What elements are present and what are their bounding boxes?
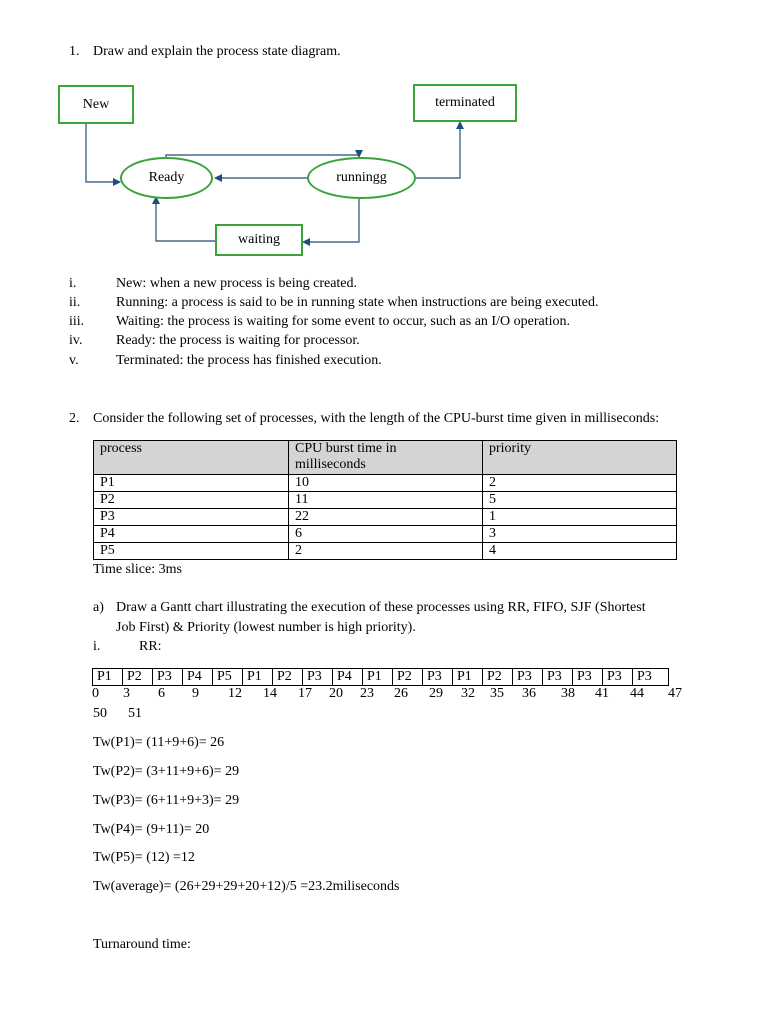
gantt-time-label: 12 <box>228 686 242 701</box>
gantt-cell: P1 <box>243 669 273 686</box>
gantt-cell: P1 <box>93 669 123 686</box>
table-row <box>94 492 677 509</box>
gantt-time-label: 35 <box>490 686 504 701</box>
gantt-time-label: 41 <box>595 686 609 701</box>
cell-priority: 5 <box>483 492 677 509</box>
gantt-time-label: 26 <box>394 686 408 701</box>
list-item-num: i. <box>69 276 77 291</box>
cell-burst: 11 <box>289 492 483 509</box>
state-terminated: terminated <box>413 84 517 122</box>
gantt-cell: P1 <box>363 669 393 686</box>
arrow-new-to-ready <box>86 123 120 182</box>
q2-text: Consider the following set of processes, with the length of the CPU-burst time given in milliseconds: <box>93 411 660 426</box>
header-process: process <box>94 441 289 475</box>
table-header-row <box>94 441 677 475</box>
rr-number: i. <box>93 639 101 654</box>
wait-p5: Tw(P5)= (12) =12 <box>93 850 195 865</box>
gantt-time-label: 9 <box>192 686 199 701</box>
gantt-cell: P4 <box>333 669 363 686</box>
state-waiting: waiting <box>215 224 303 256</box>
gantt-time-label: 23 <box>360 686 374 701</box>
cell-priority: 4 <box>483 543 677 560</box>
gantt-time-label: 29 <box>429 686 443 701</box>
gantt-cell: P3 <box>603 669 633 686</box>
wait-p2: Tw(P2)= (3+11+9+6)= 29 <box>93 764 240 779</box>
part-a-line2: Job First) & Priority (lowest number is high priority). <box>116 620 416 635</box>
gantt-cell: P3 <box>153 669 183 686</box>
cell-process: P3 <box>94 509 289 526</box>
gantt-cell: P3 <box>423 669 453 686</box>
table-row <box>94 475 677 492</box>
cell-priority: 3 <box>483 526 677 543</box>
turnaround-heading: Turnaround time: <box>93 937 191 952</box>
gantt-time-label: 51 <box>128 706 142 721</box>
list-item-text: Terminated: the process has finished execution. <box>116 353 382 368</box>
gantt-row <box>93 669 669 686</box>
part-a-line1: Draw a Gantt chart illustrating the execution of these processes using RR, FIFO, SJF (Shortest <box>116 600 646 615</box>
gantt-time-label: 32 <box>461 686 475 701</box>
header-cpu-burst: CPU burst time in milliseconds <box>289 441 483 475</box>
cell-burst: 6 <box>289 526 483 543</box>
arrow-ready-to-running <box>166 155 359 157</box>
q1-number: 1. <box>69 44 80 59</box>
gantt-time-label: 36 <box>522 686 536 701</box>
gantt-cell: P5 <box>213 669 243 686</box>
q2-number: 2. <box>69 411 80 426</box>
gantt-cell: P3 <box>573 669 603 686</box>
gantt-cell: P1 <box>453 669 483 686</box>
wait-average: Tw(average)= (26+29+29+20+12)/5 =23.2miliseconds <box>93 879 400 894</box>
gantt-chart <box>92 668 669 686</box>
gantt-cell: P3 <box>543 669 573 686</box>
gantt-cell: P2 <box>273 669 303 686</box>
gantt-time-label: 17 <box>298 686 312 701</box>
cell-process: P5 <box>94 543 289 560</box>
gantt-cell: P3 <box>513 669 543 686</box>
list-item-text: Ready: the process is waiting for processor. <box>116 333 360 348</box>
state-running: runningg <box>307 157 416 199</box>
list-item-num: v. <box>69 353 79 368</box>
diagram-arrows <box>0 0 768 270</box>
list-item-text: New: when a new process is being created. <box>116 276 358 291</box>
cell-process: P1 <box>94 475 289 492</box>
cell-burst: 2 <box>289 543 483 560</box>
gantt-cell: P4 <box>183 669 213 686</box>
state-ready: Ready <box>120 157 213 199</box>
cell-burst: 22 <box>289 509 483 526</box>
q1-text: Draw and explain the process state diagram. <box>93 44 341 59</box>
cell-process: P4 <box>94 526 289 543</box>
gantt-time-label: 44 <box>630 686 644 701</box>
arrow-running-to-terminated <box>416 122 460 178</box>
cell-priority: 2 <box>483 475 677 492</box>
list-item-num: ii. <box>69 295 81 310</box>
gantt-time-label: 3 <box>123 686 130 701</box>
header-priority: priority <box>483 441 677 475</box>
table-row <box>94 509 677 526</box>
time-slice: Time slice: 3ms <box>93 562 182 577</box>
gantt-time-label: 50 <box>93 706 107 721</box>
gantt-time-label: 6 <box>158 686 165 701</box>
gantt-time-label: 14 <box>263 686 277 701</box>
wait-p3: Tw(P3)= (6+11+9+3)= 29 <box>93 793 240 808</box>
state-new: New <box>58 85 134 124</box>
gantt-cell: P2 <box>483 669 513 686</box>
gantt-cell: P2 <box>123 669 153 686</box>
cell-burst: 10 <box>289 475 483 492</box>
gantt-time-label: 38 <box>561 686 575 701</box>
arrow-running-to-waiting <box>303 199 359 242</box>
gantt-time-label: 0 <box>92 686 99 701</box>
list-item-num: iii. <box>69 314 85 329</box>
gantt-cell: P3 <box>633 669 669 686</box>
process-state-diagram <box>0 0 768 270</box>
cell-process: P2 <box>94 492 289 509</box>
list-item-text: Running: a process is said to be in running state when instructions are being executed. <box>116 295 599 310</box>
list-item-text: Waiting: the process is waiting for some event to occur, such as an I/O operation. <box>116 314 570 329</box>
arrow-waiting-to-ready <box>156 197 216 241</box>
part-a-label: a) <box>93 600 104 615</box>
gantt-cell: P2 <box>393 669 423 686</box>
wait-p4: Tw(P4)= (9+11)= 20 <box>93 822 210 837</box>
list-item-num: iv. <box>69 333 83 348</box>
rr-label: RR: <box>139 639 162 654</box>
gantt-cell: P3 <box>303 669 333 686</box>
process-table <box>93 440 677 560</box>
wait-p1: Tw(P1)= (11+9+6)= 26 <box>93 735 225 750</box>
gantt-time-label: 47 <box>668 686 682 701</box>
cell-priority: 1 <box>483 509 677 526</box>
gantt-time-label: 20 <box>329 686 343 701</box>
table-row <box>94 526 677 543</box>
table-row <box>94 543 677 560</box>
